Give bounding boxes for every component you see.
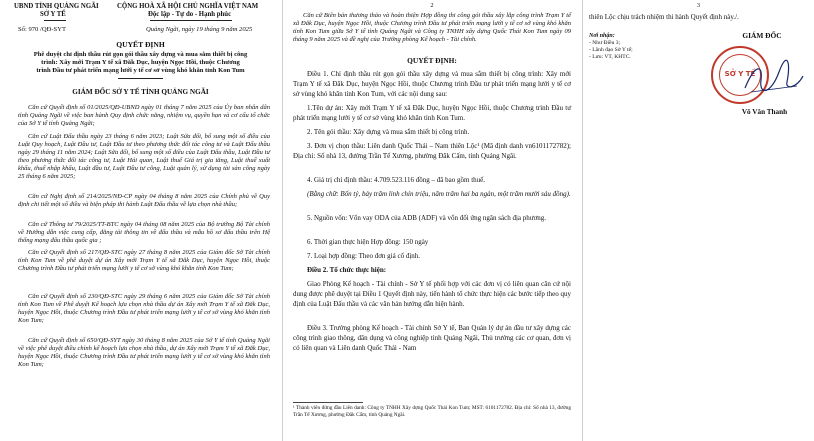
page-number: 2 <box>430 2 434 9</box>
authority-heading: GIÁM ĐỐC SỞ Y TẾ TỈNH QUẢNG NGÃI <box>72 88 209 96</box>
national-motto: CỘNG HOÀ XÃ HỘI CHỦ NGHĨA VIỆT NAM <box>117 3 259 10</box>
item-contract-value: 4. Giá trị chỉ định thầu: 4.709.523.116 đồng – đã bao gồm thuế. <box>307 176 486 184</box>
subject-line-1: Phê duyệt chỉ định thầu rút gọn gói thầu xây dựng và mua sắm thiết bị công <box>33 51 248 58</box>
recipient-item: - Lãnh đạo Sở Y tế; <box>589 47 633 53</box>
seal-text: SỞ Y TẾ <box>724 70 756 78</box>
page-number: 3 <box>696 2 701 9</box>
decides-heading: QUYẾT ĐỊNH: <box>407 56 457 65</box>
page-3 <box>583 0 814 441</box>
place-date: Quảng Ngãi, ngày 19 tháng 9 năm 2025 <box>146 26 253 33</box>
footnote: ¹ Thành viên đứng đầu Liên danh: Công ty TNHH Xây dựng Quốc Thái Kon Tum; MST: 6101172782. Địa chỉ: Số nhà 13, đường Trần Tế Xương, phường Đăk Cấm, tỉnh Quảng Ngãi. <box>293 405 571 418</box>
basis-paragraph: Căn cứ Quyết định số 650/QĐ-SYT ngày 30 tháng 8 năm 2025 của Sở Y tế tỉnh Quảng Ngãi về việc phê duyệt điều chỉnh kế hoạch lựa chọn nhà thầu, dự án Xây mới Trạm Y tế xã Đăk Dục, huyện Ngọc Hồi, thuộc Chương trình Đầu tư phát triển mạng lưới y tế cơ sở vùng khó khăn tỉnh Kon Tum; <box>18 337 270 368</box>
footnote-separator <box>293 402 363 403</box>
recipient-item: - Như Điều 3; <box>589 40 621 46</box>
agency-underline <box>44 20 66 21</box>
basis-paragraph: Căn cứ Thông tư 79/2025/TT-BTC ngày 04 tháng 08 năm 2025 của Bộ trưởng Bộ Tài chính về Hướng dẫn việc cung cấp, đăng tải thông tin về đấu thầu và mẫu hồ sơ đấu thầu trên Hệ thống mạng đấu thầu quốc gia ; <box>18 221 270 244</box>
basis-paragraph: Căn cứ Quyết định số 217/QĐ-STC ngày 27 tháng 8 năm 2025 của Giám đốc Sở Tài chính tỉnh Kon Tum về phê duyệt dự án Xây mới Trạm Y tế xã Đăk Dục, huyện Ngọc Hồi, thuộc Chương trình Đầu tư phát triển mạng lưới y tế cơ sở vùng khó khăn tỉnh Kon Tum; <box>18 249 270 272</box>
item-duration: 6. Thời gian thực hiện Hợp đồng: 150 ngày <box>307 238 429 246</box>
subject-line-3: trình Đầu tư phát triển mạng lưới y tế cơ sở vùng khó khăn tỉnh Kon Tum <box>36 67 245 74</box>
item-value-in-words: (Bằng chữ: Bốn tỷ, bảy trăm linh chín triệu, năm trăm hai ba ngàn, một trăm mười sáu đồng). <box>307 190 571 198</box>
agency-department: SỞ Y TẾ <box>40 11 66 18</box>
page-1 <box>0 0 281 441</box>
signer-name: Võ Văn Thanh <box>741 108 788 116</box>
article-3: Điều 3. Trưởng phòng Kế hoạch - Tài chính Sở Y tế, Ban Quản lý dự án đầu tư xây dựng các công trình giao thông, dân dụng và công nghiệp tỉnh Quảng Ngãi, Thủ trưởng các cơ quan, đơn vị có liên quan và Liên danh Quốc Thái - Nam <box>293 324 571 353</box>
article-3-continuation: thiên Lộc chịu trách nhiệm thi hành Quyết định này./. <box>589 13 739 21</box>
signer-title: GIÁM ĐỐC <box>742 31 782 40</box>
article-2-body: Giao Phòng Kế hoạch - Tài chính - Sở Y tế phối hợp với các đơn vị có liên quan căn cứ nội dung được phê duyệt tại Điều 1 Quyết định này, tiến hành tổ chức thực hiện các bước tiếp theo quy định của Luật Đấu thầu và các văn bản hướng dẫn hiện hành. <box>293 280 571 309</box>
basis-paragraph: Căn cứ Nghị định số 214/2025/NĐ-CP ngày 04 tháng 8 năm 2025 của Chính phủ về Quy định chi tiết một số điều và biện pháp thi hành Luật Đấu thầu về lựa chọn nhà thầu; <box>18 193 270 208</box>
intro-basis: Căn cứ Biên bản thương thảo và hoàn thiện Hợp đồng thi công gói thầu xây lắp công trình Trạm Y tế xã Đăk Dục, huyện Ngọc Hồi, thuộc Chương trình Đầu tư phát triển mạng lưới y tế cơ sở vùng khó khăn tỉnh Kon Tum giữa Sở Y tế tỉnh Quảng Ngãi và Công ty TNHH xây dựng Quốc Thái Kon Tum ngày 09 tháng 9 năm 2025 và đề nghị của Trưởng phòng Kế hoạch - Tài chính. <box>293 12 571 43</box>
article-2: Điều 2. Tổ chức thực hiện: <box>307 266 387 274</box>
signature-icon <box>741 58 805 98</box>
item-funding-source: 5. Nguồn vốn: Vốn vay ODA của ADB (ADF) và vốn đối ứng ngân sách địa phương. <box>307 214 547 222</box>
motto-slogan: Độc lập - Tự do - Hạnh phúc <box>148 11 232 18</box>
basis-paragraph: Căn cứ Quyết định số 01/2025/QĐ-UBND ngày 01 tháng 7 năm 2025 của Ủy ban nhân dân tỉnh Quảng Ngãi về việc ban hành Quy định chức năng, nhiệm vụ, quyền hạn và cơ cấu tổ chức của Sở Y tế tỉnh Quảng Ngãi; <box>18 104 270 127</box>
subject-line-2: trình: Xây mới Trạm Y tế xã Đăk Dục, huyện Ngọc Hồi, thuộc Chương <box>41 59 240 66</box>
page-2 <box>283 0 581 441</box>
recipients-title: Nơi nhận: <box>589 33 615 39</box>
article-1: Điều 1. Chỉ định thầu rút gọn gói thầu xây dựng và mua sắm thiết bị công trình: Xây mới Trạm Y tế xã Đăk Dục, huyện Ngọc Hồi, thuộc Chương trình Đầu tư phát triển mạng lưới y tế cơ sở vùng khó khăn tỉnh Kon Tum, với các nội dung sau: <box>293 70 571 99</box>
recipient-item: - Lưu: VT, KHTC. <box>589 54 631 60</box>
document-title: QUYẾT ĐỊNH <box>116 40 165 49</box>
item-contract-type: 7. Loại hợp đồng: Theo đơn giá cố định. <box>307 252 421 260</box>
item-package-name: 2. Tên gói thầu: Xây dựng và mua sắm thiết bị công trình. <box>307 128 470 136</box>
item-contractor: 3. Đơn vị chọn thầu: Liên danh Quốc Thái – Nam thiên Lộc¹ (Mã định danh vn6101172782); Địa chỉ: Số nhà 13, đường Trần Tế Xương, phường Đăk Cấm, tỉnh Quảng Ngãi. <box>293 142 571 161</box>
document-number: Số: 970 /QĐ-SYT <box>18 26 66 33</box>
motto-underline <box>150 20 232 21</box>
basis-paragraph: Căn cứ Quyết định số 230/QĐ-STC ngày 29 tháng 6 năm 2025 của Giám đốc Sở Tài chính tỉnh Kon Tum về Phê duyệt Kế hoạch lựa chọn nhà thầu dự án Xây mới Trạm Y tế xã Đăk Dục, huyện Ngọc Hồi, thuộc Chương trình Đầu tư phát triển mạng lưới y tế cơ sở vùng khó khăn tỉnh Kon Tum; <box>18 293 270 324</box>
subject-underline <box>118 78 163 79</box>
basis-paragraph: Căn cứ Luật Đấu thầu ngày 23 tháng 6 năm 2023; Luật Sửa đổi, bổ sung một số điều của Luật Quy hoạch, Luật Đầu tư, Luật Đầu tư theo phương thức đối tác công tư và Luật Đấu thầu ngày 29 tháng 11 năm 2024; Luật Sửa đổi, bổ sung một số điều của Luật Đấu thầu, Luật Đầu tư theo phương thức đối tác công tư, Luật Hải quan, Luật thuế Giá trị gia tăng, Luật thuế xuất khẩu, thuế nhập khẩu, Luật đầu tư, Luật Đầu tư công, Luật quản lý, sử dụng tài sản công ngày 25 tháng 6 năm 2025; <box>18 133 270 180</box>
agency-name: UBND TỈNH QUẢNG NGÃI <box>14 3 99 10</box>
item-project-name: 1.Tên dự án: Xây mới Trạm Y tế xã Đăk Dục, huyện Ngọc Hồi, thuộc Chương trình Đầu tư phát triển mạng lưới y tế cơ sở vùng khó khăn tỉnh Kon Tum. <box>293 104 571 123</box>
